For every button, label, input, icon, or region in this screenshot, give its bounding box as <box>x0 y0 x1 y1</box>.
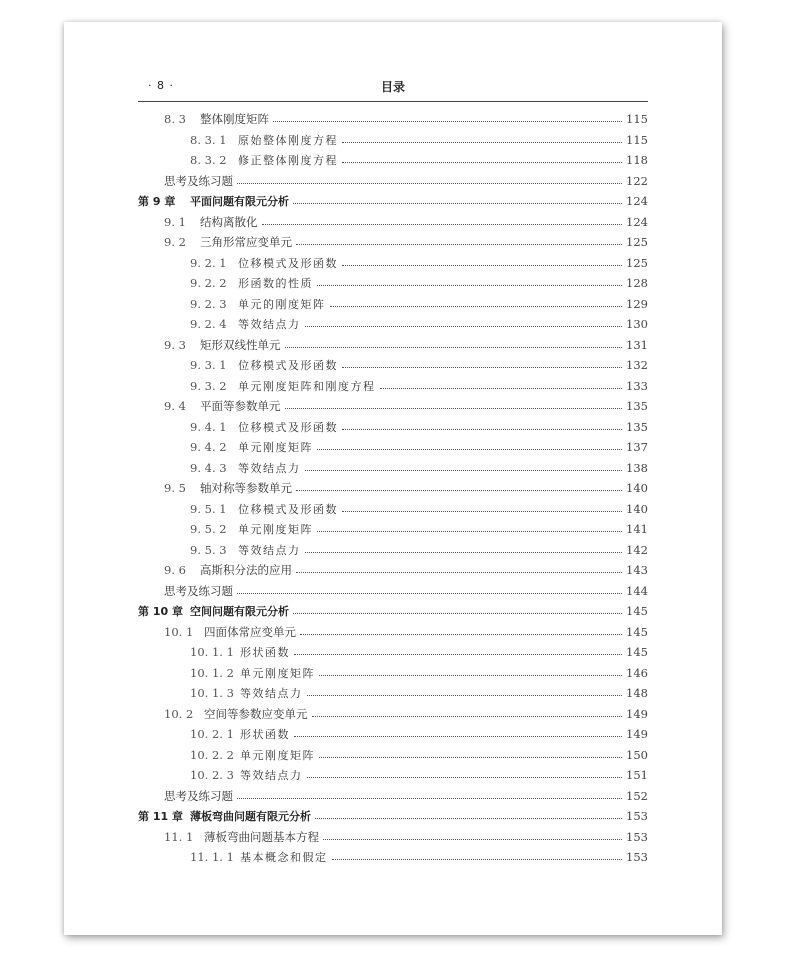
toc-entry-number: 9. 4. 1 <box>190 419 227 434</box>
toc-entry-title: 形函数的性质 <box>238 277 313 291</box>
toc-entry-title: 整体刚度矩阵 <box>200 112 269 127</box>
toc-entry-page: 144 <box>626 583 648 598</box>
toc-entry-section[interactable] <box>138 478 648 499</box>
toc-entry-title: 思考及练习题 <box>164 173 233 188</box>
dot-leader <box>330 305 623 307</box>
toc-entry-exercise[interactable] <box>138 171 648 192</box>
toc-entry-section[interactable] <box>138 335 648 356</box>
toc-entry-page: 145 <box>626 645 648 660</box>
toc-entry-number: 9. 5. 2 <box>190 522 227 537</box>
toc-entry-number: 9. 2. 1 <box>190 255 227 270</box>
toc-entry-title: 单元的刚度矩阵 <box>238 297 326 311</box>
toc-entry-page: 125 <box>626 255 648 270</box>
toc-entry-page: 140 <box>626 501 648 516</box>
toc-entry-number: 10. 1. 2 <box>190 665 234 680</box>
toc-entry-page: 143 <box>626 563 648 578</box>
dot-leader <box>293 612 622 614</box>
toc-entry-title: 轴对称等参数单元 <box>200 481 292 496</box>
dot-leader <box>312 715 623 717</box>
toc-entry-number: 9. 3 <box>164 337 186 352</box>
dot-leader <box>296 571 622 573</box>
toc-entry-page: 153 <box>626 829 648 844</box>
toc-entry-chapter[interactable] <box>138 806 648 827</box>
toc-entry-number: 9. 5. 1 <box>190 501 227 516</box>
dot-leader <box>380 387 623 389</box>
toc-entry-title: 单元刚度矩阵 <box>240 666 315 680</box>
toc-entry-title: 思考及练习题 <box>164 583 233 598</box>
toc-entry-title: 四面体常应变单元 <box>204 624 296 639</box>
toc-entry-number: 9. 2. 4 <box>190 317 227 332</box>
dot-leader <box>285 407 623 409</box>
toc-entry-chapter[interactable] <box>138 601 648 622</box>
document-page <box>64 22 722 935</box>
dot-leader <box>262 223 623 225</box>
toc-entry-title: 位移模式及形函数 <box>238 256 338 270</box>
toc-entry-subsection[interactable] <box>138 314 648 335</box>
toc-entry-number: 9. 6 <box>164 563 186 578</box>
toc-entry-number: 9. 2. 2 <box>190 276 227 291</box>
dot-leader <box>305 325 623 327</box>
toc-entry-page: 115 <box>626 112 648 127</box>
toc-entry-page: 150 <box>626 747 648 762</box>
toc-entry-title: 单元刚度矩阵 <box>240 748 315 762</box>
toc-entry-number: 8. 3. 2 <box>190 153 227 168</box>
toc-entry-title: 基本概念和假定 <box>240 851 328 865</box>
table-of-contents <box>138 109 648 868</box>
toc-entry-number: 10. 1. 1 <box>190 645 234 660</box>
toc-entry-page: 125 <box>626 235 648 250</box>
toc-entry-number: 9. 5 <box>164 481 186 496</box>
toc-entry-title: 修正整体刚度方程 <box>238 154 338 168</box>
toc-entry-page: 124 <box>626 214 648 229</box>
toc-entry-page: 135 <box>626 399 648 414</box>
toc-entry-number: 10. 2. 1 <box>190 727 234 742</box>
page-title: 目录 <box>380 80 405 94</box>
toc-entry-page: 115 <box>626 132 648 147</box>
toc-entry-page: 146 <box>626 665 648 680</box>
dot-leader <box>296 489 622 491</box>
toc-entry-subsection[interactable] <box>138 273 648 294</box>
dot-leader <box>307 776 623 778</box>
toc-entry-subsection[interactable] <box>138 150 648 171</box>
dot-leader <box>332 858 623 860</box>
toc-entry-number: 第 10 章 <box>138 605 183 619</box>
dot-leader <box>285 346 623 348</box>
toc-entry-section[interactable] <box>138 827 648 848</box>
dot-leader <box>323 838 622 840</box>
toc-entry-number: 9. 3. 1 <box>190 358 227 373</box>
toc-entry-number: 9. 5. 3 <box>190 542 227 557</box>
toc-entry-page: 118 <box>626 153 648 168</box>
page-number: · 8 · <box>148 79 174 92</box>
toc-entry-title: 薄板弯曲问题有限元分析 <box>190 810 311 824</box>
dot-leader <box>317 284 622 286</box>
toc-entry-section[interactable] <box>138 622 648 643</box>
toc-entry-title: 等效结点力 <box>238 543 301 557</box>
toc-entry-number: 9. 2. 3 <box>190 296 227 311</box>
toc-entry-number: 10. 1. 3 <box>190 686 234 701</box>
toc-entry-page: 128 <box>626 276 648 291</box>
toc-entry-page: 138 <box>626 460 648 475</box>
toc-entry-section[interactable] <box>138 560 648 581</box>
dot-leader <box>307 694 623 696</box>
toc-entry-page: 142 <box>626 542 648 557</box>
toc-entry-subsection[interactable] <box>138 765 648 786</box>
toc-entry-page: 122 <box>626 173 648 188</box>
toc-entry-number: 9. 4. 2 <box>190 440 227 455</box>
dot-leader <box>319 674 622 676</box>
toc-entry-page: 152 <box>626 788 648 803</box>
dot-leader <box>294 653 622 655</box>
page-header <box>138 77 648 102</box>
toc-entry-subsection[interactable] <box>138 355 648 376</box>
dot-leader <box>293 202 622 204</box>
toc-entry-title: 位移模式及形函数 <box>238 420 338 434</box>
toc-entry-title: 三角形常应变单元 <box>200 235 292 250</box>
toc-entry-subsection[interactable] <box>138 683 648 704</box>
toc-entry-title: 单元刚度矩阵和刚度方程 <box>238 379 376 393</box>
toc-entry-title: 空间等参数应变单元 <box>204 706 308 721</box>
toc-entry-subsection[interactable] <box>138 540 648 561</box>
dot-leader <box>237 797 622 799</box>
toc-entry-page: 141 <box>626 522 648 537</box>
toc-entry-page: 129 <box>626 296 648 311</box>
toc-entry-title: 形状函数 <box>240 646 290 660</box>
dot-leader <box>237 592 622 594</box>
toc-entry-title: 薄板弯曲问题基本方程 <box>204 829 319 844</box>
toc-entry-title: 平面等参数单元 <box>200 399 281 414</box>
toc-entry-title: 等效结点力 <box>238 461 301 475</box>
toc-entry-number: 9. 1 <box>164 214 186 229</box>
toc-entry-subsection[interactable] <box>138 519 648 540</box>
toc-entry-title: 位移模式及形函数 <box>238 502 338 516</box>
toc-entry-title: 等效结点力 <box>240 769 303 783</box>
toc-entry-subsection[interactable] <box>138 745 648 766</box>
toc-entry-page: 153 <box>626 809 648 824</box>
toc-entry-subsection[interactable] <box>138 376 648 397</box>
dot-leader <box>294 735 622 737</box>
toc-entry-title: 单元刚度矩阵 <box>238 441 313 455</box>
toc-entry-subsection[interactable] <box>138 499 648 520</box>
dot-leader <box>342 161 622 163</box>
toc-entry-exercise[interactable] <box>138 581 648 602</box>
toc-entry-title: 结构离散化 <box>200 214 258 229</box>
dot-leader <box>296 243 622 245</box>
toc-entry-title: 高斯积分法的应用 <box>200 563 292 578</box>
dot-leader <box>315 817 622 819</box>
dot-leader <box>342 510 622 512</box>
toc-entry-number: 8. 3. 1 <box>190 132 227 147</box>
toc-entry-page: 131 <box>626 337 648 352</box>
toc-entry-subsection[interactable] <box>138 847 648 868</box>
toc-entry-page: 148 <box>626 686 648 701</box>
dot-leader <box>317 530 622 532</box>
toc-entry-page: 149 <box>626 727 648 742</box>
dot-leader <box>305 469 623 471</box>
toc-entry-number: 10. 2 <box>164 706 194 721</box>
toc-entry-section[interactable] <box>138 232 648 253</box>
toc-entry-section[interactable] <box>138 212 648 233</box>
dot-leader <box>342 366 622 368</box>
dot-leader <box>317 448 622 450</box>
toc-entry-title: 矩形双线性单元 <box>200 337 281 352</box>
toc-entry-page: 153 <box>626 850 648 865</box>
toc-entry-number: 11. 1. 1 <box>190 850 234 865</box>
toc-entry-page: 140 <box>626 481 648 496</box>
toc-entry-page: 135 <box>626 419 648 434</box>
toc-entry-number: 10. 2. 3 <box>190 768 234 783</box>
toc-entry-page: 132 <box>626 358 648 373</box>
dot-leader <box>342 428 622 430</box>
toc-entry-title: 等效结点力 <box>238 318 301 332</box>
toc-entry-number: 10. 1 <box>164 624 194 639</box>
toc-entry-number: 第 9 章 <box>138 195 176 209</box>
toc-entry-number: 11. 1 <box>164 829 194 844</box>
toc-entry-exercise[interactable] <box>138 786 648 807</box>
toc-entry-subsection[interactable] <box>138 724 648 745</box>
toc-entry-number: 9. 4 <box>164 399 186 414</box>
toc-entry-page: 151 <box>626 768 648 783</box>
toc-entry-section[interactable] <box>138 396 648 417</box>
toc-entry-title: 单元刚度矩阵 <box>238 523 313 537</box>
toc-entry-title: 等效结点力 <box>240 687 303 701</box>
toc-entry-number: 第 11 章 <box>138 810 183 824</box>
toc-entry-number: 10. 2. 2 <box>190 747 234 762</box>
dot-leader <box>305 551 623 553</box>
toc-entry-page: 133 <box>626 378 648 393</box>
dot-leader <box>319 756 622 758</box>
dot-leader <box>300 633 622 635</box>
dot-leader <box>237 182 622 184</box>
toc-entry-page: 137 <box>626 440 648 455</box>
dot-leader <box>273 120 622 122</box>
toc-entry-page: 149 <box>626 706 648 721</box>
toc-entry-title: 空间问题有限元分析 <box>190 605 289 619</box>
toc-entry-subsection[interactable] <box>138 130 648 151</box>
toc-entry-title: 形状函数 <box>240 728 290 742</box>
toc-entry-subsection[interactable] <box>138 253 648 274</box>
toc-entry-title: 平面问题有限元分析 <box>190 195 289 209</box>
toc-entry-title: 位移模式及形函数 <box>238 359 338 373</box>
toc-entry-section[interactable] <box>138 704 648 725</box>
dot-leader <box>342 264 622 266</box>
toc-entry-subsection[interactable] <box>138 294 648 315</box>
toc-entry-number: 9. 2 <box>164 235 186 250</box>
toc-entry-subsection[interactable] <box>138 458 648 479</box>
toc-entry-title: 思考及练习题 <box>164 788 233 803</box>
toc-entry-number: 8. 3 <box>164 112 186 127</box>
toc-entry-number: 9. 3. 2 <box>190 378 227 393</box>
toc-entry-page: 145 <box>626 604 648 619</box>
toc-entry-chapter[interactable] <box>138 191 648 212</box>
toc-entry-section[interactable] <box>138 109 648 130</box>
toc-entry-page: 130 <box>626 317 648 332</box>
toc-entry-subsection[interactable] <box>138 663 648 684</box>
toc-entry-page: 124 <box>626 194 648 209</box>
toc-entry-subsection[interactable] <box>138 642 648 663</box>
toc-entry-number: 9. 4. 3 <box>190 460 227 475</box>
toc-entry-title: 原始整体刚度方程 <box>238 133 338 147</box>
toc-entry-page: 145 <box>626 624 648 639</box>
dot-leader <box>342 141 622 143</box>
toc-entry-subsection[interactable] <box>138 437 648 458</box>
toc-entry-subsection[interactable] <box>138 417 648 438</box>
